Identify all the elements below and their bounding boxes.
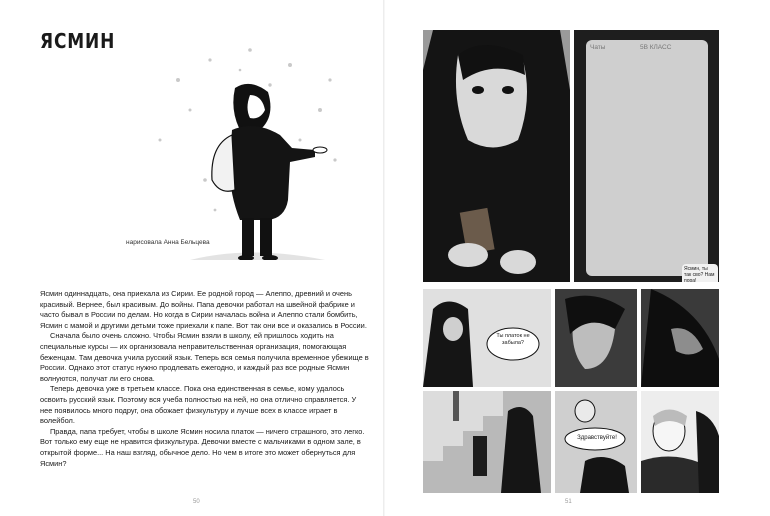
page-title: ЯСМИН	[40, 29, 116, 53]
paragraph: Ясмин одиннадцать, она приехала из Сирии. Ее родной город — Алеппо, древний и очень красивый. Вернее, был красивым. До войны. Папа девочки работал на швейной фабрике и часто бывал в России по делам. Но когда в Сирии началась война и Алеппо стали бомбить, Ясмин с мамой и другими детьми тоже приехали к папе. Вот так они все и оказались в России.	[40, 289, 367, 330]
comic-panel-greeting	[555, 391, 637, 493]
paragraph: Правда, папа требует, чтобы в школе Ясмин носила платок — ничего страшного, это легко. Вот только ему еще не нравится физкультура. Девочки вместе с мальчиками в одном зале, в открытой форме... На наш взгляд, обычное дело. Но чем в итоге это может обернуться для Ясмин?	[40, 426, 365, 468]
page-number-right: 51	[565, 499, 572, 505]
chat-title: 5В КЛАСС	[640, 44, 672, 51]
comic-panel-dark	[641, 289, 719, 387]
right-page	[385, 0, 770, 516]
illustration-credit: нарисовала Анна Бельцева	[126, 239, 210, 246]
speech-bubble: Ты платок не забыла?	[496, 333, 530, 346]
paragraph: Сначала было очень сложно. Чтобы Ясмин взяли в школу, ей пришлось ходить на специальные курсы — их организовала неправительственная организация, помогающая беженцам. Там девочка учила русский язык. Теперь вся семья получила временное убежище в России. Однако этот статус нужно продлевать ежегодно, и каждый раз все родные Ясмин волнуются, получат ли его снова.	[40, 331, 369, 383]
page-number-left: 50	[193, 499, 200, 505]
comic-panel-girl-phone	[423, 30, 570, 282]
comic-panel-face	[555, 289, 637, 387]
chat-back-label: Чаты	[590, 44, 606, 51]
paragraph: Теперь девочка уже в третьем классе. Пока она единственная в семье, кому удалось освоить русский язык. Поэтому вся учеба полностью на ней, но она отлично справляется. У нее появилось много подруг, она обожает физкультуру и лучше всех в классе играет в волейбол.	[40, 384, 357, 426]
girl-illustration	[150, 40, 350, 260]
article-body	[40, 289, 370, 469]
speech-bubble: Ясмин, ты так сво? Нам пора!	[682, 264, 718, 282]
comic-panel-mother	[423, 289, 551, 387]
comic-panel-phone-screen	[574, 30, 719, 282]
comic-panel-girls	[641, 391, 719, 493]
speech-bubble: Здравствуйте!	[577, 435, 617, 441]
comic-panel-stairs	[423, 391, 551, 493]
